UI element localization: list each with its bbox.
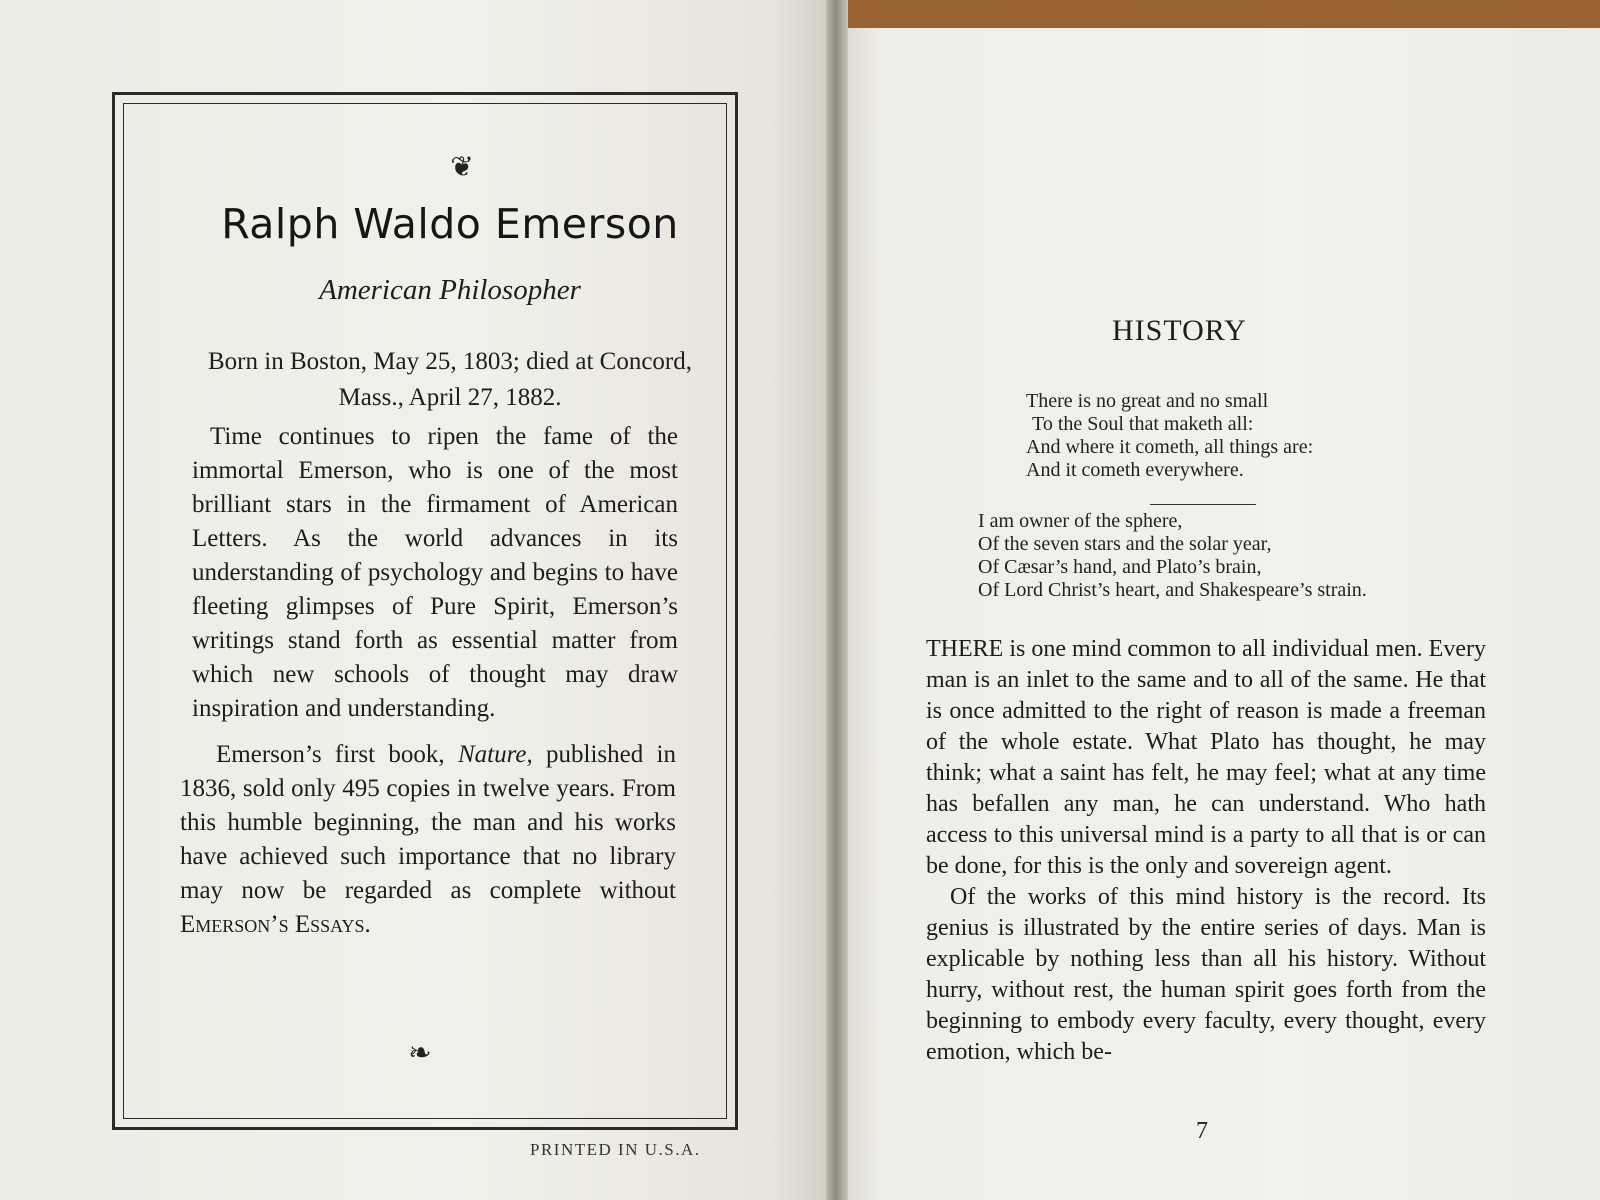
printed-in-usa-footer: PRINTED IN U.S.A.: [530, 1140, 701, 1159]
verse-line: And it cometh everywhere.: [1026, 459, 1244, 481]
biography-paragraph-1: Time continues to ripen the fame of the immortal Emerson, who is one of the most brilliant stars in the firmament of American Letters. As the world advances in its understanding of psychology and begins to have fleeting glimpses of Pure Spirit, Emerson’s writings stand forth as essential matter from which new schools of thought may draw inspiration and understanding.: [192, 423, 678, 722]
verse-line: Of the seven stars and the solar year,: [978, 533, 1272, 555]
author-title: Ralph Waldo Emerson: [221, 200, 679, 248]
biography-paragraph-2: [180, 738, 676, 942]
book-gutter: [826, 0, 848, 1200]
verse-line: I am owner of the sphere,: [978, 510, 1183, 532]
verse-line: To the Soul that maketh all:: [1032, 413, 1254, 435]
birth-death-line: Born in Boston, May 25, 1803; died at Concord, Mass., April 27, 1882.: [208, 348, 692, 411]
essays-title: Emerson’s Essays.: [180, 911, 371, 938]
author-subtitle: American Philosopher: [319, 274, 581, 306]
epigraph-verse-1: [1026, 390, 1313, 482]
paragraph-2-start: Emerson’s first book,: [216, 741, 458, 768]
essay-paragraph-1: THERE is one mind common to all individual men. Every man is an inlet to the same and to all of the same. He that is once admitted to the right of reason is made a freeman of the whole estate. What Plato has thought, he may think; what a saint has felt, he may feel; what at any time has befallen any man, he can understand. Who hath access to this universal mind is a party to all that is or can be done, for this is the only and sovereign agent.: [926, 636, 1486, 879]
page-number: 7: [1196, 1118, 1208, 1144]
chapter-heading: HISTORY: [1112, 314, 1247, 347]
epigraph-verse-2: [978, 510, 1367, 602]
essay-body: [926, 634, 1486, 1068]
ornament-top-icon: ❦: [450, 152, 474, 183]
verse-divider: [1150, 504, 1256, 505]
book-title-nature: Nature,: [457, 741, 533, 768]
verse-line: Of Cæsar’s hand, and Plato’s brain,: [978, 556, 1262, 578]
verse-line: Of Lord Christ’s heart, and Shakespeare’s strain.: [978, 579, 1367, 601]
essay-paragraph-2: Of the works of this mind history is the record. Its genius is illustrated by the entire series of days. Man is explicable by nothing less than all his history. Without hurry, without rest, the human spirit goes forth from the beginning to embody every faculty, every thought, every emotion, which be-: [926, 884, 1486, 1065]
ornament-bottom-icon: ❧: [408, 1038, 432, 1069]
verse-line: And where it cometh, all things are:: [1026, 436, 1314, 458]
verse-line: There is no great and no small: [1026, 390, 1269, 412]
paragraph-2-rest: published in 1836, sold only 495 copies in twelve years. From this humble beginning, the man and his works have achieved such importance that no library may now be regarded as complete without: [180, 741, 676, 904]
